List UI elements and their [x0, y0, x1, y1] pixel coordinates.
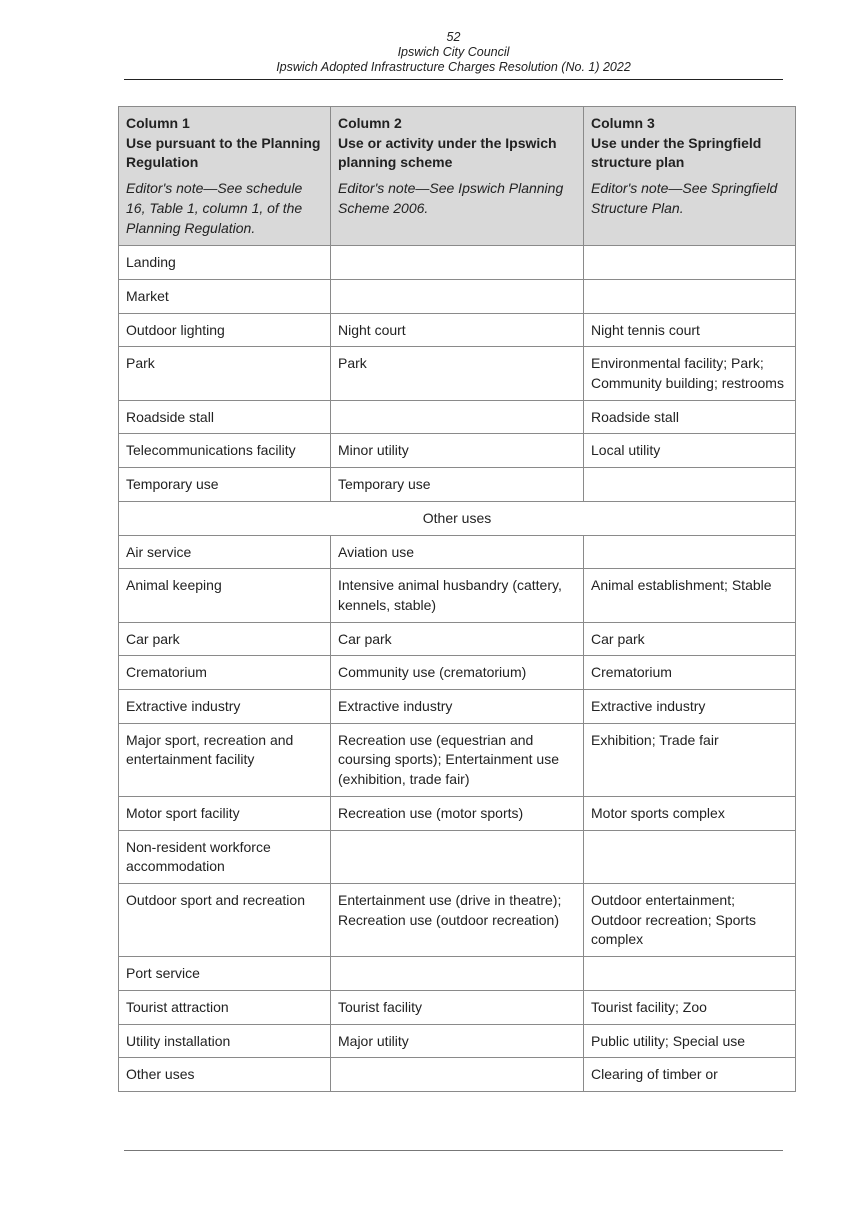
table-row — [119, 957, 796, 991]
page-header — [124, 30, 783, 75]
column-3-header — [584, 107, 796, 246]
column-editor-note: Editor's note—See Ipswich Planning Scheme 2006. — [338, 180, 564, 216]
cell-ipswich-scheme-use: Entertainment use (drive in theatre); Recreation use (outdoor recreation) — [331, 883, 584, 956]
table-row — [119, 313, 796, 347]
document-title: Ipswich Adopted Infrastructure Charges Resolution (No. 1) 2022 — [276, 60, 631, 74]
table-row — [119, 468, 796, 502]
cell-planning-regulation-use: Market — [119, 279, 331, 313]
cell-springfield-use — [584, 279, 796, 313]
cell-ipswich-scheme-use: Night court — [331, 313, 584, 347]
column-heading: Column 2 — [338, 115, 402, 131]
cell-planning-regulation-use: Outdoor sport and recreation — [119, 883, 331, 956]
cell-springfield-use: Crematorium — [584, 656, 796, 690]
cell-springfield-use: Exhibition; Trade fair — [584, 723, 796, 796]
table-row — [119, 1058, 796, 1092]
page-number: 52 — [446, 30, 461, 44]
cell-springfield-use: Extractive industry — [584, 690, 796, 724]
section-label: Other uses — [119, 501, 796, 535]
cell-springfield-use: Car park — [584, 622, 796, 656]
cell-ipswich-scheme-use: Park — [331, 347, 584, 400]
table-row — [119, 883, 796, 956]
column-heading: Column 1 — [126, 115, 190, 131]
organisation-name: Ipswich City Council — [397, 45, 510, 59]
cell-planning-regulation-use: Roadside stall — [119, 400, 331, 434]
cell-ipswich-scheme-use — [331, 1058, 584, 1092]
cell-ipswich-scheme-use: Tourist facility — [331, 990, 584, 1024]
cell-ipswich-scheme-use — [331, 400, 584, 434]
header-divider — [124, 79, 783, 80]
cell-springfield-use: Local utility — [584, 434, 796, 468]
cell-planning-regulation-use: Tourist attraction — [119, 990, 331, 1024]
cell-ipswich-scheme-use: Aviation use — [331, 535, 584, 569]
table-header-row — [119, 107, 796, 246]
cell-springfield-use: Public utility; Special use — [584, 1024, 796, 1058]
footer-divider — [124, 1150, 783, 1151]
column-subheading: Use pursuant to the Planning Regulation — [126, 134, 321, 171]
cell-springfield-use: Motor sports complex — [584, 796, 796, 830]
cell-ipswich-scheme-use — [331, 279, 584, 313]
cell-springfield-use: Tourist facility; Zoo — [584, 990, 796, 1024]
cell-springfield-use: Night tennis court — [584, 313, 796, 347]
cell-springfield-use: Roadside stall — [584, 400, 796, 434]
column-editor-note: Editor's note—See schedule 16, Table 1, column 1, of the Planning Regulation. — [126, 180, 303, 236]
cell-ipswich-scheme-use — [331, 957, 584, 991]
table-row — [119, 990, 796, 1024]
cell-planning-regulation-use: Temporary use — [119, 468, 331, 502]
cell-ipswich-scheme-use: Recreation use (motor sports) — [331, 796, 584, 830]
cell-planning-regulation-use: Air service — [119, 535, 331, 569]
cell-planning-regulation-use: Other uses — [119, 1058, 331, 1092]
table-row — [119, 830, 796, 883]
table-row — [119, 1024, 796, 1058]
cell-planning-regulation-use: Landing — [119, 246, 331, 280]
table-row — [119, 690, 796, 724]
table-row — [119, 246, 796, 280]
table-row — [119, 796, 796, 830]
uses-table — [118, 106, 796, 1092]
column-heading: Column 3 — [591, 115, 655, 131]
cell-ipswich-scheme-use: Recreation use (equestrian and coursing sports); Entertainment use (exhibition, trade fair) — [331, 723, 584, 796]
column-editor-note: Editor's note—See Springfield Structure Plan. — [591, 180, 778, 216]
cell-planning-regulation-use: Port service — [119, 957, 331, 991]
table-row — [119, 535, 796, 569]
column-subheading: Use or activity under the Ipswich planning scheme — [338, 134, 557, 171]
cell-planning-regulation-use: Animal keeping — [119, 569, 331, 622]
cell-springfield-use — [584, 246, 796, 280]
table-row — [119, 723, 796, 796]
cell-springfield-use — [584, 468, 796, 502]
cell-planning-regulation-use: Telecommunications facility — [119, 434, 331, 468]
cell-planning-regulation-use: Extractive industry — [119, 690, 331, 724]
cell-ipswich-scheme-use — [331, 830, 584, 883]
cell-planning-regulation-use: Outdoor lighting — [119, 313, 331, 347]
cell-ipswich-scheme-use: Car park — [331, 622, 584, 656]
cell-ipswich-scheme-use: Temporary use — [331, 468, 584, 502]
cell-ipswich-scheme-use: Extractive industry — [331, 690, 584, 724]
cell-planning-regulation-use: Non-resident workforce accommodation — [119, 830, 331, 883]
table-row — [119, 569, 796, 622]
table-row — [119, 434, 796, 468]
table-row — [119, 400, 796, 434]
cell-springfield-use — [584, 830, 796, 883]
cell-springfield-use: Outdoor entertainment; Outdoor recreation; Sports complex — [584, 883, 796, 956]
cell-ipswich-scheme-use: Community use (crematorium) — [331, 656, 584, 690]
cell-planning-regulation-use: Crematorium — [119, 656, 331, 690]
cell-ipswich-scheme-use: Intensive animal husbandry (cattery, kennels, stable) — [331, 569, 584, 622]
cell-springfield-use — [584, 535, 796, 569]
cell-ipswich-scheme-use — [331, 246, 584, 280]
table-row — [119, 656, 796, 690]
cell-planning-regulation-use: Park — [119, 347, 331, 400]
cell-planning-regulation-use: Car park — [119, 622, 331, 656]
column-2-header — [331, 107, 584, 246]
cell-ipswich-scheme-use: Minor utility — [331, 434, 584, 468]
section-row — [119, 501, 796, 535]
cell-springfield-use: Clearing of timber or — [584, 1058, 796, 1092]
cell-planning-regulation-use: Utility installation — [119, 1024, 331, 1058]
table-row — [119, 622, 796, 656]
column-subheading: Use under the Springfield structure plan — [591, 134, 762, 171]
table-row — [119, 279, 796, 313]
cell-planning-regulation-use: Major sport, recreation and entertainment facility — [119, 723, 331, 796]
cell-ipswich-scheme-use: Major utility — [331, 1024, 584, 1058]
cell-springfield-use — [584, 957, 796, 991]
table-row — [119, 347, 796, 400]
column-1-header — [119, 107, 331, 246]
cell-planning-regulation-use: Motor sport facility — [119, 796, 331, 830]
cell-springfield-use: Animal establishment; Stable — [584, 569, 796, 622]
cell-springfield-use: Environmental facility; Park; Community building; restrooms — [584, 347, 796, 400]
